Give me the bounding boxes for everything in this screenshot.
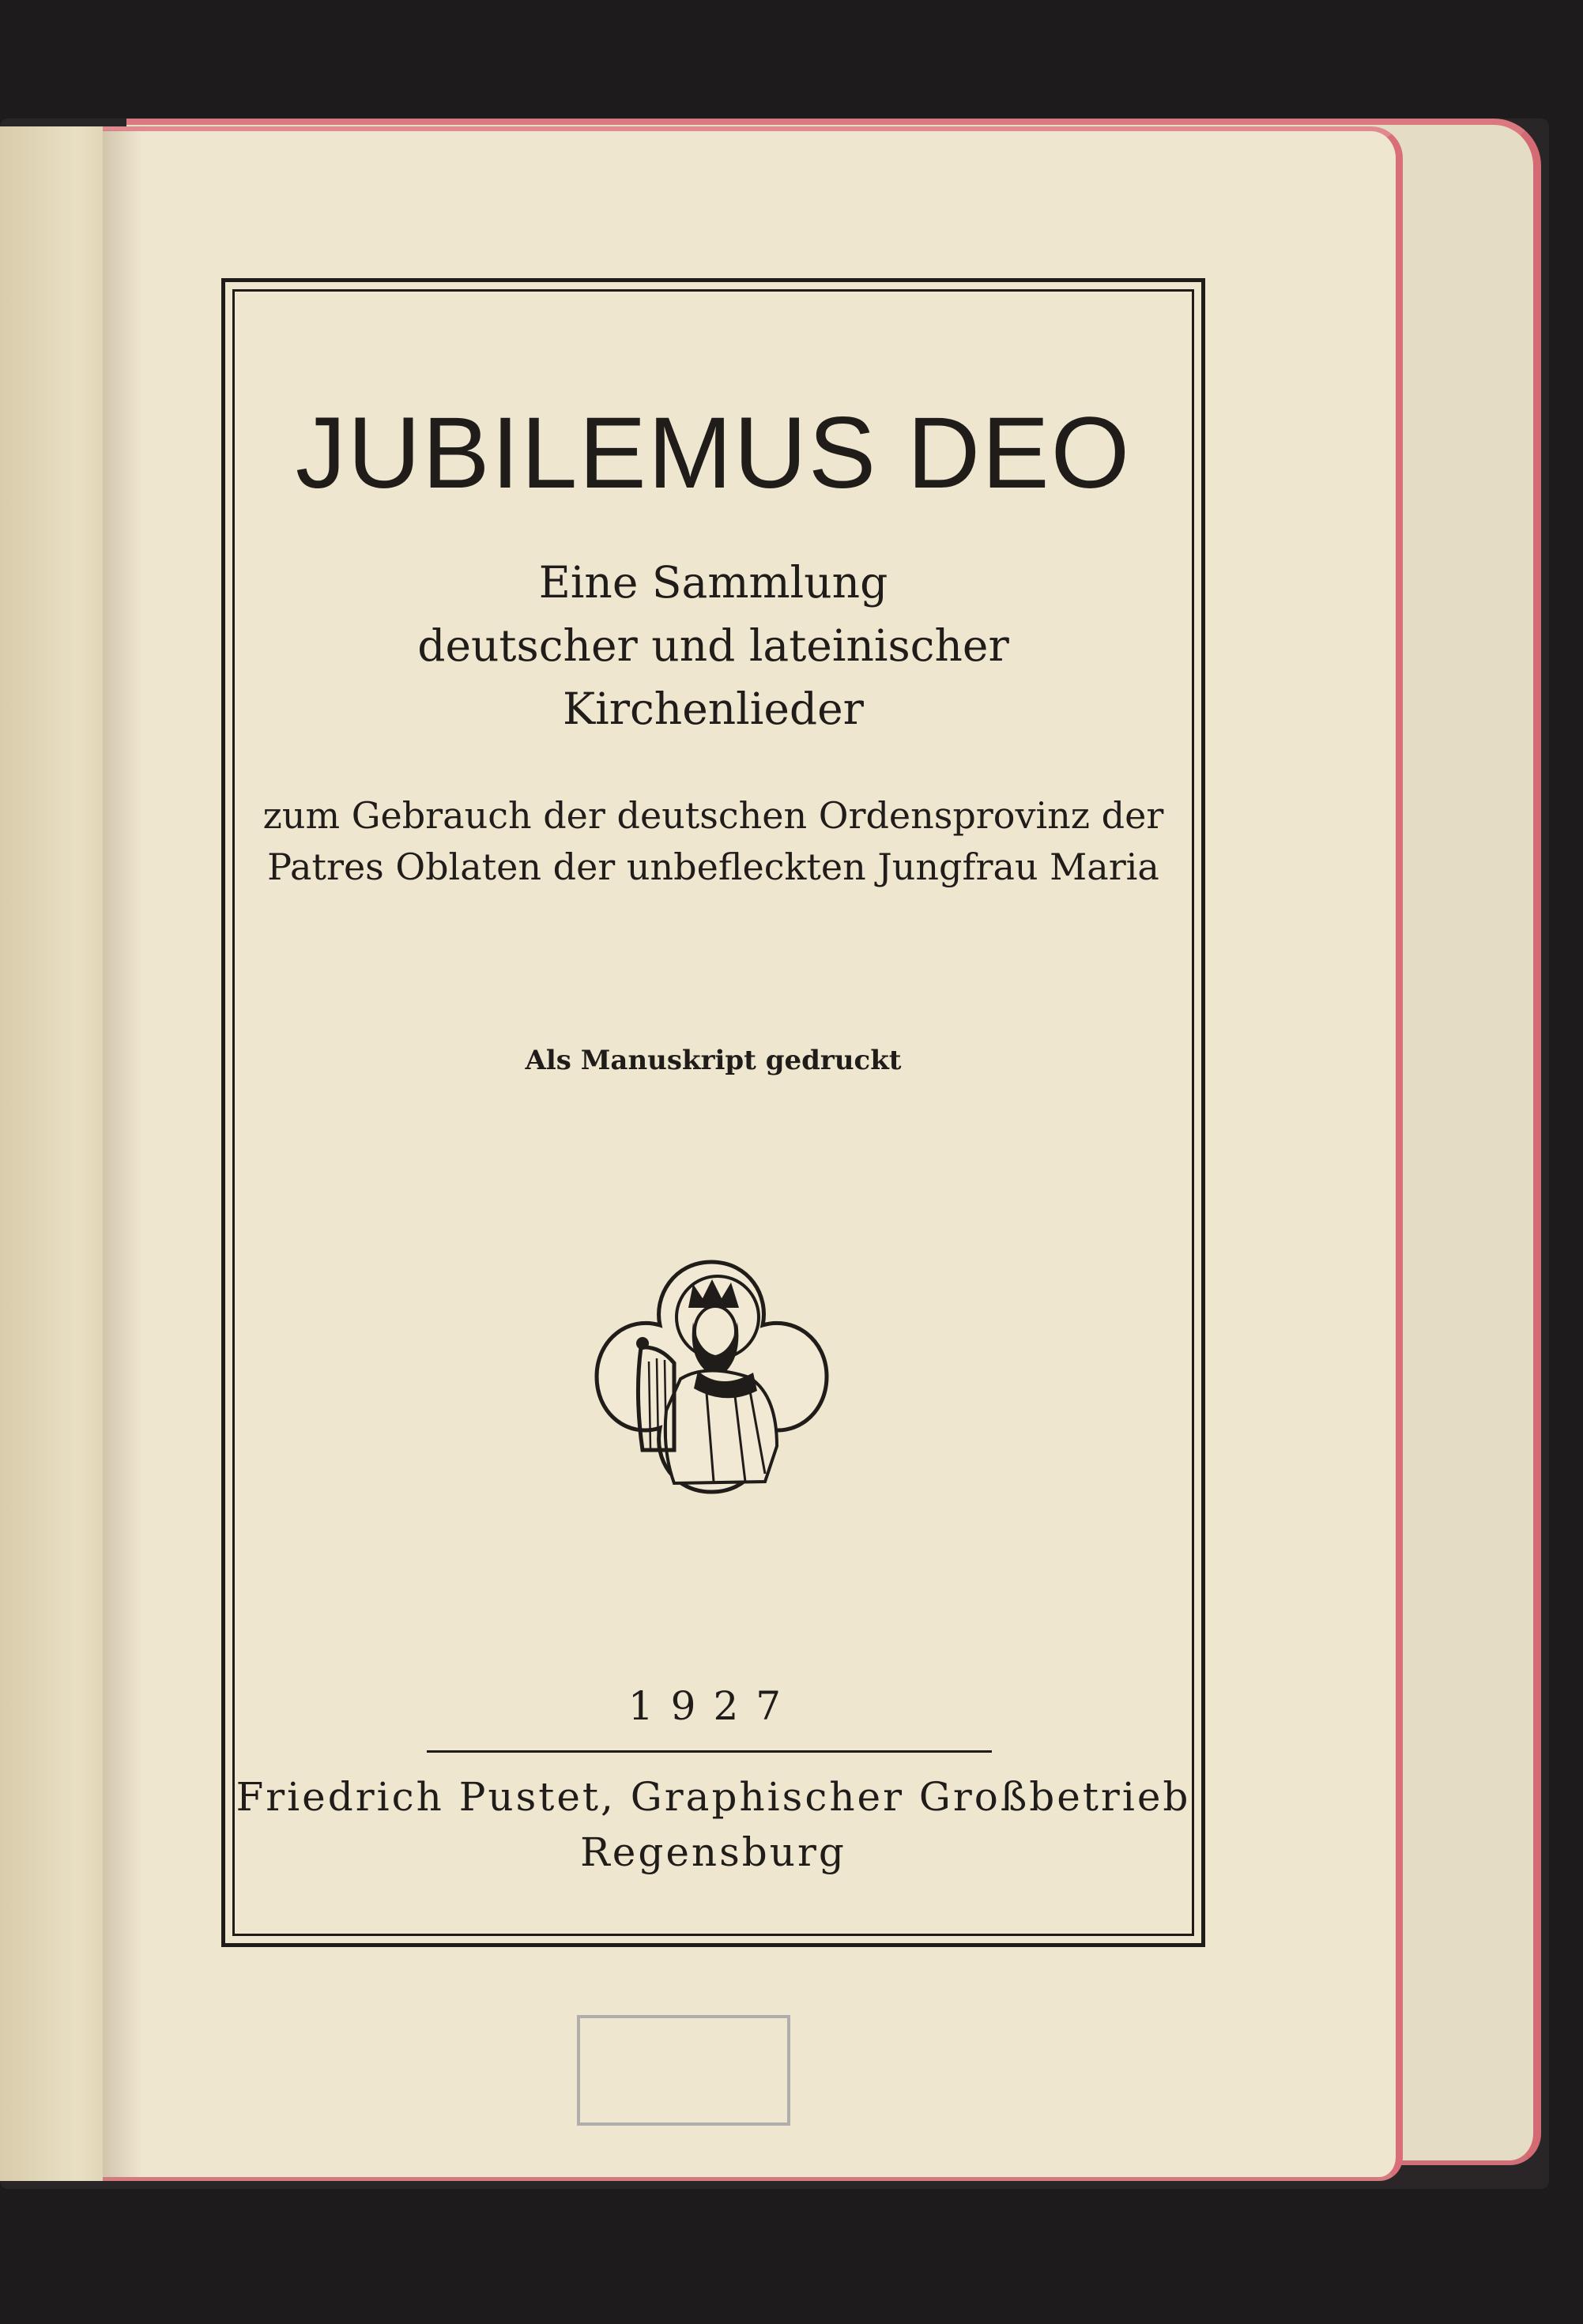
divider-rule [427,1750,992,1753]
library-stamp [577,2015,790,2126]
printing-note: Als Manuskript gedruckt [525,1045,902,1076]
purpose-line-2: Patres Oblaten der unbefleckten Jungfrau Maria [267,846,1159,888]
gutter-shadow [103,130,142,2177]
publication-year: 1927 [628,1683,799,1729]
subtitle-line-1: Eine Sammlung [538,557,888,608]
purpose-line-1: zum Gebrauch der deutschen Ordensprovinz der [262,794,1164,837]
subtitle-line-3: Kirchenlieder [563,684,864,734]
publisher-city: Regensburg [580,1829,846,1875]
publisher-name: Friedrich Pustet, Graphischer Großbetrieb [236,1774,1191,1820]
subtitle-line-2: deutscher und lateinischer [417,620,1009,671]
book-title: JUBILEMUS DEO [295,397,1132,510]
king-harp-emblem-icon [587,1252,836,1501]
